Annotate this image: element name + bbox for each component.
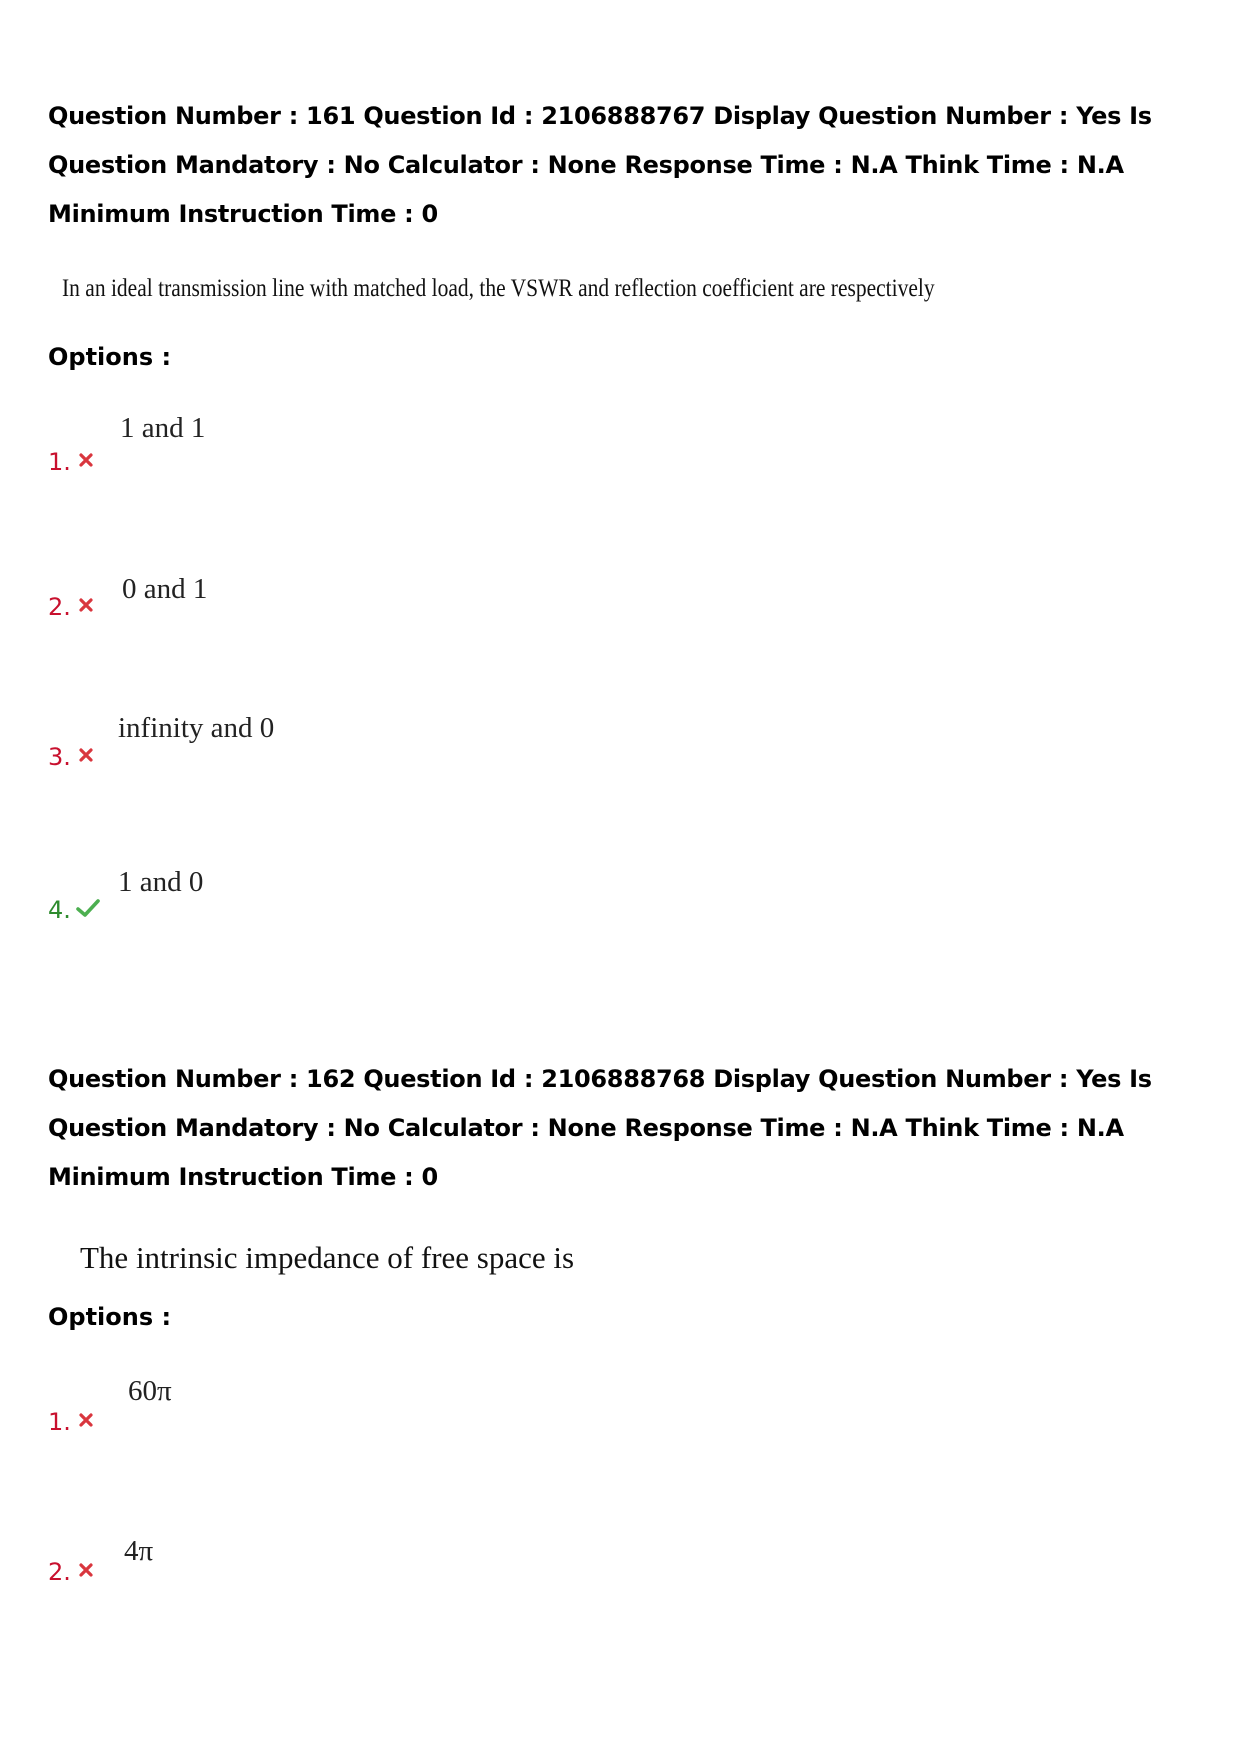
check-icon bbox=[76, 898, 100, 918]
question-text: The intrinsic impedance of free space is bbox=[80, 1240, 575, 1275]
option-text: 1 and 0 bbox=[118, 866, 204, 898]
option-number: 4. bbox=[48, 896, 71, 924]
cross-icon bbox=[79, 453, 93, 467]
option-number: 2. bbox=[48, 1558, 71, 1586]
option-text: 0 and 1 bbox=[122, 573, 208, 605]
options-label: Options : bbox=[48, 343, 172, 371]
question-header: Question Number : 161 Question Id : 2106888767 Display Question Number : Yes Is Question Mandatory : No Calculator : None Response Time : N.A Think Time : N.A Minimum Instruction Time : 0 bbox=[48, 102, 1152, 228]
option-number: 1. bbox=[48, 448, 71, 476]
cross-icon bbox=[79, 1413, 93, 1427]
options-label: Options : bbox=[48, 1303, 172, 1331]
question-text: In an ideal transmission line with matched load, the VSWR and reflection coefficient are respectively bbox=[62, 275, 935, 302]
option-number: 1. bbox=[48, 1408, 71, 1436]
cross-icon bbox=[79, 748, 93, 762]
option-number: 2. bbox=[48, 593, 71, 621]
option-number: 3. bbox=[48, 743, 71, 771]
question-header: Question Number : 162 Question Id : 2106888768 Display Question Number : Yes Is Question Mandatory : No Calculator : None Response Time : N.A Think Time : N.A Minimum Instruction Time : 0 bbox=[48, 1065, 1152, 1191]
option-text: 4π bbox=[124, 1535, 154, 1567]
option-text: 1 and 1 bbox=[120, 412, 206, 444]
option-text: 60π bbox=[128, 1375, 172, 1407]
cross-icon bbox=[79, 1563, 93, 1577]
cross-icon bbox=[79, 598, 93, 612]
option-text: infinity and 0 bbox=[118, 712, 275, 744]
